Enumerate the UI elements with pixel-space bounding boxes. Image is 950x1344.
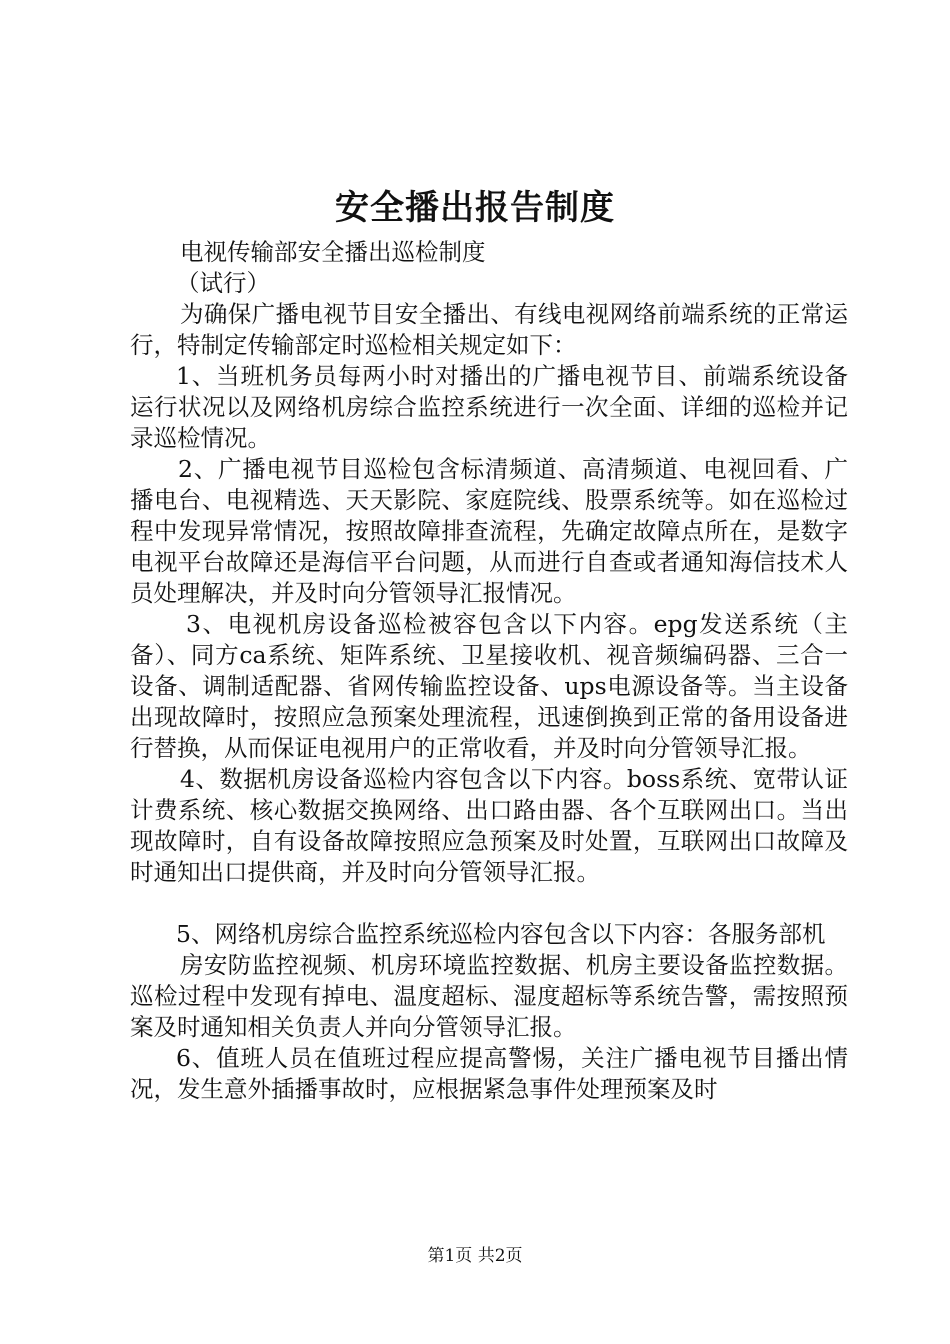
document-body bbox=[130, 237, 848, 1105]
trial-note: （试行） bbox=[176, 269, 270, 297]
rule-paragraph-5: 5、网络机房综合监控系统巡检内容包含以下内容：各服务部机 bbox=[176, 920, 826, 948]
page-footer: 第1页 共2页 bbox=[427, 1246, 523, 1266]
rule-paragraph-3: 3、电视机房设备巡检被容包含以下内容。epg发送系统（主备）、同方ca系统、矩阵系统、卫星接收机、视音频编码器、三合一设备、调制适配器、省网传输监控设备、ups电源设备等。当主设备出现故障时，按照应急预案处理流程，迅速倒换到正常的备用设备进行替换，从而保证电视用户的正常收看，并及时向分管领导汇报。 bbox=[130, 610, 848, 762]
intro-paragraph: 为确保广播电视节目安全播出、有线电视网络前端系统的正常运行，特制定传输部定时巡检相关规定如下： bbox=[130, 300, 848, 359]
rule-paragraph-4: 4、数据机房设备巡检内容包含以下内容。boss系统、宽带认证计费系统、核心数据交换网络、出口路由器、各个互联网出口。当出现故障时，自有设备故障按照应急预案及时处置，互联网出口故障及时通知出口提供商，并及时向分管领导汇报。 bbox=[130, 765, 848, 886]
document-title: 安全播出报告制度 bbox=[335, 188, 615, 228]
rule-paragraph-6: 6、值班人员在值班过程应提高警惕，关注广播电视节目播出情况，发生意外插播事故时，应根据紧急事件处理预案及时 bbox=[130, 1044, 848, 1103]
paragraph-gap bbox=[130, 888, 848, 919]
rule-paragraph-5-continued: 房安防监控视频、机房环境监控数据、机房主要设备监控数据。巡检过程中发现有掉电、温度超标、湿度超标等系统告警，需按照预案及时通知相关负责人并向分管领导汇报。 bbox=[130, 951, 848, 1041]
rule-paragraph-2: 2、广播电视节目巡检包含标清频道、高清频道、电视回看、广播电台、电视精选、天天影院、家庭院线、股票系统等。如在巡检过程中发现异常情况，按照故障排查流程，先确定故障点所在，是数字电视平台故障还是海信平台问题，从而进行自查或者通知海信技术人员处理解决，并及时向分管领导汇报情况。 bbox=[130, 455, 848, 607]
section-heading: 电视传输部安全播出巡检制度 bbox=[180, 238, 486, 266]
rule-paragraph-1: 1、当班机务员每两小时对播出的广播电视节目、前端系统设备运行状况以及网络机房综合监控系统进行一次全面、详细的巡检并记录巡检情况。 bbox=[130, 362, 848, 452]
